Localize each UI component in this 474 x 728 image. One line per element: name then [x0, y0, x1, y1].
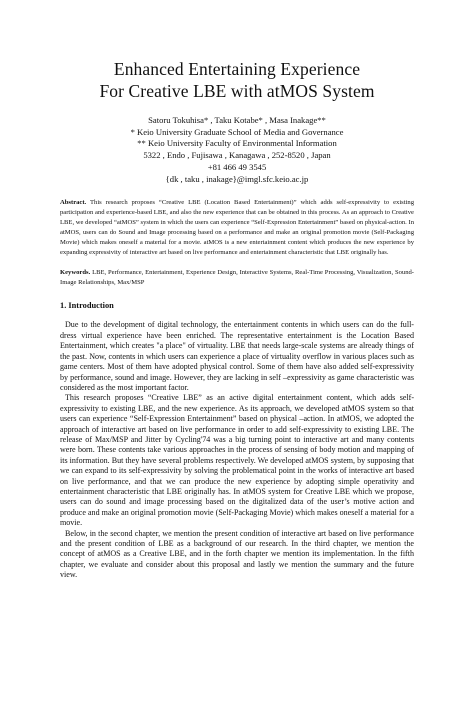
abstract [60, 198, 414, 257]
email-addresses: {dk , taku , inakage}@imgl.sfc.keio.ac.jp [165, 173, 309, 184]
abstract-text: This research proposes “Creative LBE (Location Based Entertainment)” which adds self-expressivity to existing participation and experience-based LBE, and also the new experience that can be obtained in this process. As an approach to Creative LBE, we developed “atMOS” system in which the users can experience “Self-Expression Entertainment” based on physical-action. In atMOS, users can do Sound and Image processing based on a performance and make an original promotion movie (Self-Packaging Movie) which makes oneself a material for a movie. atMOS is a new entertainment content which produces the new experience by expanding expressivity of interactive art based on live performance and entertainment characteristic that LBE originally has. [60, 199, 414, 256]
paper-title [60, 58, 414, 102]
affiliation-2: ** Keio University Faculty of Environmental Information [137, 138, 337, 149]
intro-paragraph-2: This research proposes “Creative LBE” as an active digital entertainment content, which adds self-expressivity to existing LBE, and the new experience. As its approach, we developed atMOS system so that users can experience “Self-Expression Entertainment” based on physical –action. In atMOS, we adopted the approach of interactive art based on live performance in order to add self-expressivity to existing LBE. The release of Max/MSP and Jitter by Cycling'74 was a big turning point to interactive art and many contents were born. These contents take various approaches in the process of sensing of body motion and mapping of its information. But they have several problems respectively. We developed atMOS system, by supposing that we can expand to its self-expressivity by solving the problematical point in the works of interactive art based on live performance, and that we can produce the new experience by adopting simple operativity and entertainment characteristic that LBE originally has. In atMOS system for Creative LBE which we propose, users can do sound and image processing based on the digitalized data of the user’s motive action and produce and make an original promotion movie (Self-Packaging Movie) which makes oneself a material for a movie. [60, 393, 414, 528]
intro-paragraph-3: Below, in the second chapter, we mention the present condition of interactive art based on live performance and the present condition of LBE as a background of our research. In the third chapter, we mention the concept of atMOS as a Creative LBE, and in the forth chapter we mention its implementation. In the fifth chapter, we evaluate and consider about this proposal and lastly we mention the summary and the future view. [60, 528, 414, 580]
title-line-1: Enhanced Entertaining Experience [113, 59, 361, 79]
keywords-label: Keywords. [60, 268, 91, 276]
abstract-label: Abstract. [60, 199, 87, 207]
postal-address: 5322 , Endo , Fujisawa , Kanagawa , 252-8520 , Japan [143, 150, 331, 161]
affiliation-1: * Keio University Graduate School of Media and Governance [130, 126, 344, 137]
author-block [60, 115, 414, 185]
author-names: Satoru Tokuhisa* , Taku Kotabe* , Masa Inakage** [148, 115, 326, 125]
intro-paragraph-1: Due to the development of digital technology, the entertainment contents in which users can do the full-dress virtual experience have been enriched. The representative entertainment is the Location Based Entertainment, which creates "a place" of virtuality. LBE that needs large-scale systems are already things of the past. Now, contents in which users can experience a place of virtuality overflow in various places such as game centers. Most of them have adopted physical control. Some of them have also added self-expressivity by performance, sound and image. However, they are lacking in self –expressivity as game characteristic was considered as the most important factor. [60, 320, 414, 392]
paper-page [0, 58, 474, 728]
section-heading: 1. Introduction [60, 301, 114, 311]
keywords [60, 268, 414, 288]
keywords-text: LBE, Performance, Entertainment, Experience Design, Interactive Systems, Real-Time Processing, Visualization, Sound-Image Relationships, Max/MSP [60, 268, 414, 286]
title-line-2: For Creative LBE with atMOS System [99, 81, 375, 101]
phone-number: +81 466 49 3545 [207, 161, 267, 172]
